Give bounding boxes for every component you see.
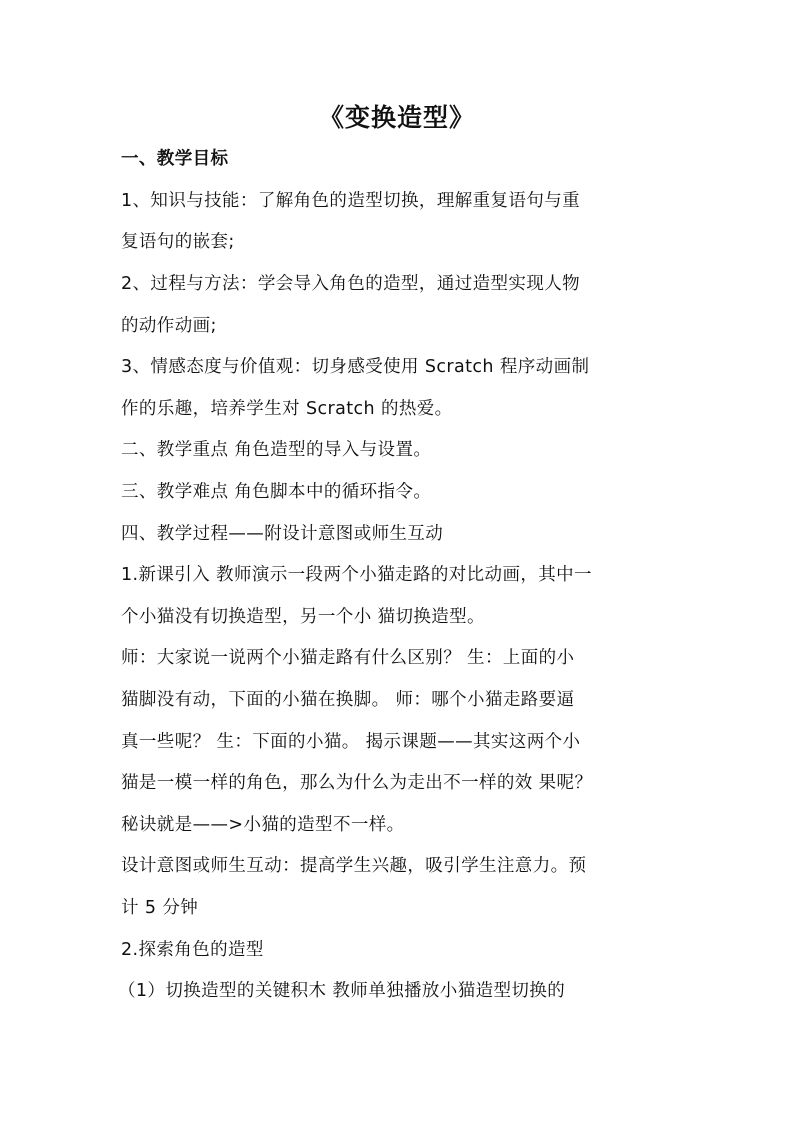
paragraph-line: 猫是一模一样的角色，那么为什么为走出不一样的效 果呢？ — [121, 773, 593, 793]
paragraph-line: （1）切换造型的关键积木 教师单独播放小猫造型切换的 — [118, 981, 566, 1001]
paragraph-line: 2、过程与方法：学会导入角色的造型，通过造型实现人物 — [121, 274, 581, 294]
document-title: 《变换造型》 — [318, 103, 475, 132]
paragraph-line: 秘诀就是——>小猫的造型不一样。 — [121, 815, 405, 835]
paragraph-line: 真一些呢？ 生：下面的小猫。 揭示课题——其实这两个小 — [121, 732, 581, 752]
section-heading-key-point: 二、教学重点 角色造型的导入与设置。 — [121, 440, 432, 460]
section-heading-objectives: 一、教学目标 — [121, 149, 229, 169]
paragraph-line: 1.新课引入 教师演示一段两个小猫走路的对比动画，其中一 — [121, 565, 592, 585]
paragraph-line: 3、情感态度与价值观：切身感受使用 Scratch 程序动画制 — [121, 357, 590, 377]
paragraph-line: 师：大家说一说两个小猫走路有什么区别？ 生：上面的小 — [121, 648, 575, 668]
paragraph-line: 的动作动画; — [121, 316, 217, 336]
section-heading-difficulty: 三、教学难点 角色脚本中的循环指令。 — [121, 482, 432, 502]
paragraph-line: 1、知识与技能：了解角色的造型切换，理解重复语句与重 — [121, 191, 581, 211]
paragraph-line: 作的乐趣，培养学生对 Scratch 的热爱。 — [121, 399, 453, 419]
paragraph-line: 设计意图或师生互动：提高学生兴趣，吸引学生注意力。预 — [121, 856, 587, 876]
paragraph-line: 猫脚没有动，下面的小猫在换脚。 师：哪个小猫走路要逼 — [121, 690, 575, 710]
section-heading-process: 四、教学过程——附设计意图或师生互动 — [121, 524, 444, 544]
paragraph-line: 计 5 分钟 — [121, 898, 199, 918]
paragraph-line: 个小猫没有切换造型，另一个小 猫切换造型。 — [121, 607, 485, 627]
subsection-heading: 2.探索角色的造型 — [121, 940, 264, 960]
paragraph-line: 复语句的嵌套; — [121, 232, 235, 252]
